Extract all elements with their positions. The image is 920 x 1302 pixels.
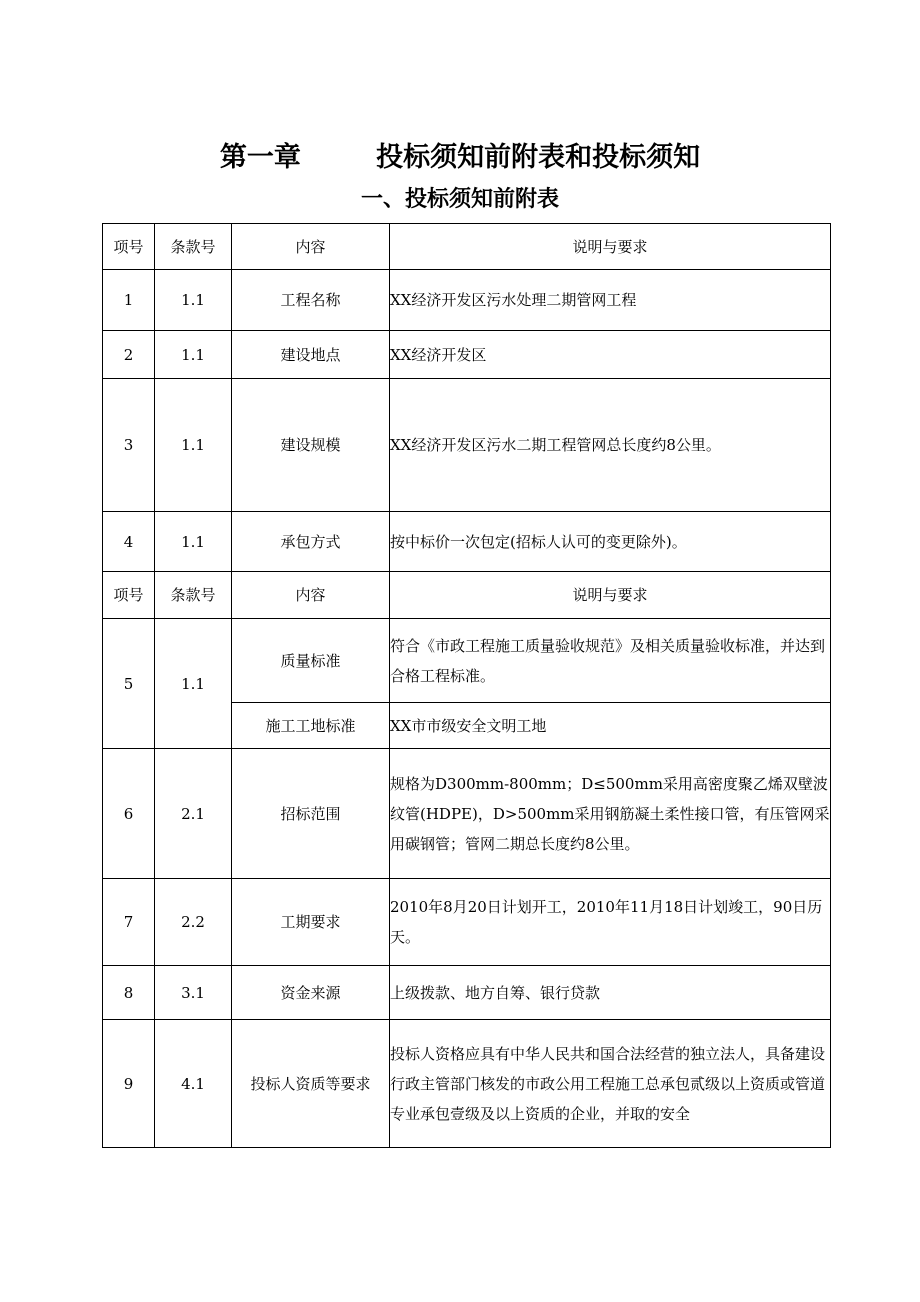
table-row: [103, 379, 831, 512]
item-no: 5: [103, 619, 155, 749]
header-description: 说明与要求: [390, 572, 831, 619]
header-item-no: 项号: [103, 572, 155, 619]
content-cell: 资金来源: [232, 966, 390, 1020]
table-row: [103, 966, 831, 1020]
header-clause-no: 条款号: [155, 224, 232, 270]
table-row: [103, 879, 831, 966]
content-cell: 建设规模: [232, 379, 390, 512]
content-cell: 质量标准: [232, 619, 390, 703]
clause-no: 2.1: [155, 749, 232, 879]
chapter-title: [0, 138, 920, 178]
item-no: 2: [103, 331, 155, 379]
table-row: [103, 619, 831, 703]
description-cell: 上级拨款、地方自筹、银行贷款: [390, 966, 831, 1020]
table-row: [103, 1020, 831, 1148]
clause-no: 1.1: [155, 379, 232, 512]
table-row: [103, 749, 831, 879]
table-row: [103, 270, 831, 331]
description-cell: 投标人资格应具有中华人民共和国合法经营的独立法人，具备建设行政主管部门核发的市政公用工程施工总承包贰级以上资质或管道专业承包壹级及以上资质的企业，并取的安全: [390, 1020, 831, 1148]
clause-no: 2.2: [155, 879, 232, 966]
section-title: 一、投标须知前附表: [360, 187, 559, 212]
content-cell: 招标范围: [232, 749, 390, 879]
content-cell: 工程名称: [232, 270, 390, 331]
clause-no: 1.1: [155, 270, 232, 331]
chapter-number: 第一章: [219, 142, 301, 173]
header-description: 说明与要求: [390, 224, 831, 270]
header-clause-no: 条款号: [155, 572, 232, 619]
table-header-row: [103, 224, 831, 270]
chapter-name: 投标须知前附表和投标须知: [376, 142, 701, 173]
item-no: 4: [103, 512, 155, 572]
description-cell: 按中标价一次包定(招标人认可的变更除外)。: [390, 512, 831, 572]
item-no: 7: [103, 879, 155, 966]
item-no: 9: [103, 1020, 155, 1148]
table-header-row-repeat: [103, 572, 831, 619]
item-no: 1: [103, 270, 155, 331]
item-no: 6: [103, 749, 155, 879]
clause-no: 1.1: [155, 331, 232, 379]
description-cell: 符合《市政工程施工质量验收规范》及相关质量验收标准，并达到合格工程标准。: [390, 619, 831, 703]
item-no: 8: [103, 966, 155, 1020]
content-cell: 施工工地标准: [232, 703, 390, 749]
table-row: [103, 512, 831, 572]
description-cell: XX市市级安全文明工地: [390, 703, 831, 749]
clause-no: 1.1: [155, 512, 232, 572]
description-cell: 2010年8月20日计划开工，2010年11月18日计划竣工，90日历天。: [390, 879, 831, 966]
item-no: 3: [103, 379, 155, 512]
content-cell: 投标人资质等要求: [232, 1020, 390, 1148]
header-content: 内容: [232, 572, 390, 619]
description-cell: 规格为D300mm-800mm；D≤500mm采用高密度聚乙烯双壁波纹管(HDPE)，D>500mm采用钢筋凝土柔性接口管，有压管网采用碳钢管；管网二期总长度约8公里。: [390, 749, 831, 879]
content-cell: 建设地点: [232, 331, 390, 379]
header-item-no: 项号: [103, 224, 155, 270]
clause-no: 4.1: [155, 1020, 232, 1148]
header-content: 内容: [232, 224, 390, 270]
content-cell: 工期要求: [232, 879, 390, 966]
bid-notice-table: [102, 223, 831, 1148]
description-cell: XX经济开发区污水二期工程管网总长度约8公里。: [390, 379, 831, 512]
clause-no: 3.1: [155, 966, 232, 1020]
description-cell: XX经济开发区: [390, 331, 831, 379]
description-cell: XX经济开发区污水处理二期管网工程: [390, 270, 831, 331]
clause-no: 1.1: [155, 619, 232, 749]
content-cell: 承包方式: [232, 512, 390, 572]
table-row: [103, 331, 831, 379]
